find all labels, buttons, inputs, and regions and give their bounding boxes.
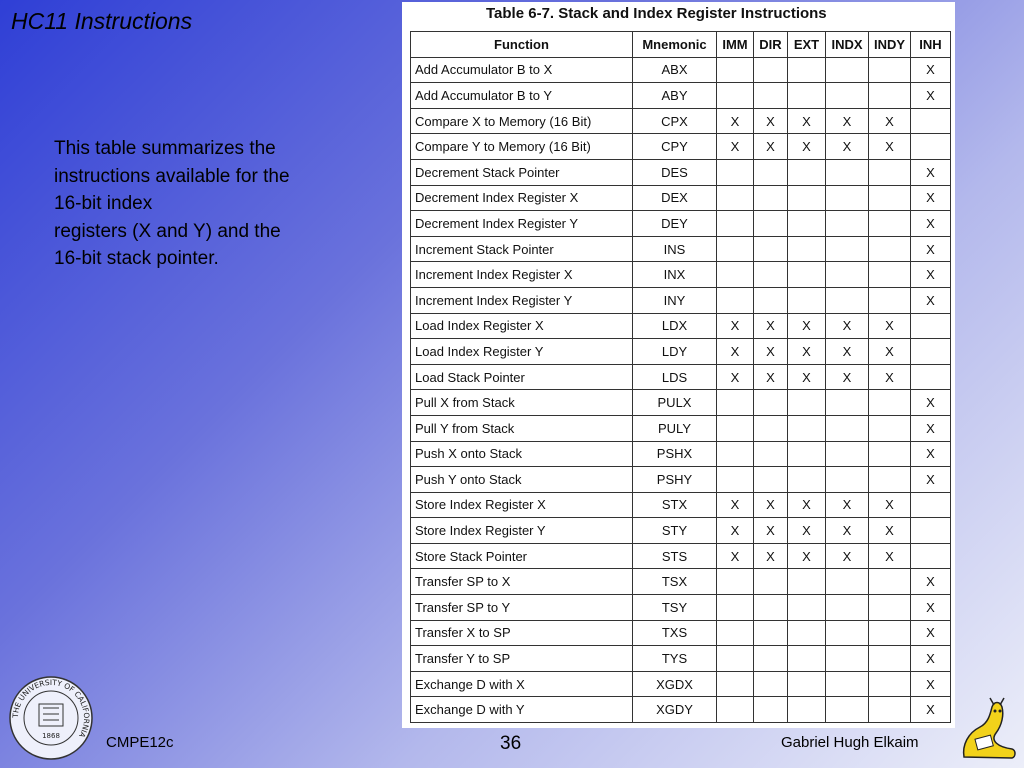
mode-cell: X (911, 671, 951, 697)
mode-cell: X (869, 108, 911, 134)
function-cell: Add Accumulator B to X (411, 57, 633, 83)
university-seal-icon (9, 676, 93, 760)
mode-cell: X (826, 339, 869, 365)
mode-cell (717, 671, 754, 697)
table-row (411, 543, 951, 569)
mode-cell (717, 595, 754, 621)
function-cell: Decrement Index Register X (411, 185, 633, 211)
mode-cell (869, 83, 911, 109)
mode-cell: X (717, 492, 754, 518)
mode-cell (869, 671, 911, 697)
mode-cell (869, 57, 911, 83)
mode-cell (869, 569, 911, 595)
mode-cell (826, 390, 869, 416)
mode-cell: X (911, 595, 951, 621)
mode-cell (754, 57, 788, 83)
mode-cell (826, 185, 869, 211)
mode-cell: X (788, 108, 826, 134)
table-row (411, 441, 951, 467)
function-cell: Store Stack Pointer (411, 543, 633, 569)
mode-cell (788, 287, 826, 313)
table-row (411, 671, 951, 697)
mode-cell: X (788, 492, 826, 518)
mode-cell (869, 620, 911, 646)
mode-cell (826, 262, 869, 288)
table-row (411, 620, 951, 646)
mode-cell: X (911, 211, 951, 237)
mnemonic-cell: TSX (633, 569, 717, 595)
mode-cell (717, 159, 754, 185)
mode-cell (754, 185, 788, 211)
mode-cell (826, 159, 869, 185)
function-cell: Pull Y from Stack (411, 415, 633, 441)
mode-cell (826, 671, 869, 697)
mode-cell: X (754, 134, 788, 160)
mode-cell (717, 185, 754, 211)
mnemonic-cell: DEX (633, 185, 717, 211)
table-row (411, 134, 951, 160)
function-cell: Load Index Register X (411, 313, 633, 339)
mode-cell (869, 262, 911, 288)
function-cell: Increment Index Register X (411, 262, 633, 288)
mode-cell (754, 390, 788, 416)
mode-cell (788, 159, 826, 185)
mode-cell (717, 211, 754, 237)
mode-cell (754, 569, 788, 595)
table-row (411, 595, 951, 621)
slide-title: HC11 Instructions (11, 8, 193, 34)
function-cell: Add Accumulator B to Y (411, 83, 633, 109)
table-row (411, 83, 951, 109)
mnemonic-cell: TYS (633, 646, 717, 672)
mode-cell (788, 441, 826, 467)
mode-cell: X (911, 159, 951, 185)
mode-cell (717, 415, 754, 441)
mode-cell (826, 211, 869, 237)
table-body (411, 57, 951, 722)
mode-cell (788, 185, 826, 211)
mnemonic-cell: LDS (633, 364, 717, 390)
mnemonic-cell: ABX (633, 57, 717, 83)
header-cell: DIR (754, 32, 788, 58)
mode-cell (869, 185, 911, 211)
mode-cell (788, 620, 826, 646)
mode-cell: X (788, 518, 826, 544)
mode-cell (788, 57, 826, 83)
function-cell: Increment Index Register Y (411, 287, 633, 313)
mode-cell (754, 415, 788, 441)
function-cell: Decrement Index Register Y (411, 211, 633, 237)
mode-cell (826, 287, 869, 313)
function-cell: Transfer Y to SP (411, 646, 633, 672)
table-header-row (411, 32, 951, 58)
mode-cell (826, 236, 869, 262)
mode-cell (869, 390, 911, 416)
mnemonic-cell: PULY (633, 415, 717, 441)
mode-cell: X (717, 313, 754, 339)
mode-cell (788, 646, 826, 672)
mnemonic-cell: XGDY (633, 697, 717, 723)
function-cell: Load Index Register Y (411, 339, 633, 365)
mode-cell (826, 415, 869, 441)
mode-cell: X (826, 543, 869, 569)
mode-cell: X (911, 415, 951, 441)
mnemonic-cell: LDY (633, 339, 717, 365)
mnemonic-cell: DEY (633, 211, 717, 237)
mode-cell: X (826, 108, 869, 134)
mode-cell (717, 287, 754, 313)
mode-cell: X (717, 518, 754, 544)
mode-cell: X (826, 364, 869, 390)
mode-cell (754, 287, 788, 313)
header-cell: EXT (788, 32, 826, 58)
mode-cell: X (911, 57, 951, 83)
function-cell: Load Stack Pointer (411, 364, 633, 390)
mode-cell (754, 211, 788, 237)
function-cell: Pull X from Stack (411, 390, 633, 416)
mode-cell: X (911, 236, 951, 262)
mode-cell (869, 595, 911, 621)
mnemonic-cell: CPY (633, 134, 717, 160)
summary-line: instructions available for the (54, 165, 290, 187)
mode-cell (754, 595, 788, 621)
mnemonic-cell: PSHY (633, 467, 717, 493)
header-cell: INDX (826, 32, 869, 58)
seal-text: THE UNIVERSITY OF CALIFORNIA (10, 677, 92, 740)
mode-cell (869, 441, 911, 467)
mode-cell: X (869, 543, 911, 569)
mode-cell (717, 83, 754, 109)
table-row (411, 646, 951, 672)
mnemonic-cell: PSHX (633, 441, 717, 467)
mnemonic-cell: STS (633, 543, 717, 569)
mode-cell: X (717, 134, 754, 160)
mode-cell (911, 134, 951, 160)
summary-line: 16-bit index (54, 193, 153, 214)
mnemonic-cell: STX (633, 492, 717, 518)
mode-cell (869, 415, 911, 441)
mode-cell (788, 467, 826, 493)
mode-cell (826, 467, 869, 493)
mode-cell: X (754, 108, 788, 134)
table-row (411, 185, 951, 211)
table-row (411, 339, 951, 365)
mode-cell (826, 595, 869, 621)
mode-cell: X (911, 390, 951, 416)
mode-cell (754, 646, 788, 672)
footer-author: Gabriel Hugh Elkaim (781, 734, 919, 751)
mode-cell: X (788, 313, 826, 339)
table-row (411, 262, 951, 288)
mode-cell (869, 287, 911, 313)
mode-cell (754, 159, 788, 185)
mode-cell (754, 620, 788, 646)
mode-cell (717, 390, 754, 416)
mode-cell (717, 441, 754, 467)
table-row (411, 364, 951, 390)
mnemonic-cell: INY (633, 287, 717, 313)
function-cell: Exchange D with Y (411, 697, 633, 723)
mode-cell: X (869, 313, 911, 339)
function-cell: Compare X to Memory (16 Bit) (411, 108, 633, 134)
mode-cell: X (754, 492, 788, 518)
mode-cell (826, 57, 869, 83)
banana-slug-icon (958, 697, 1018, 761)
mode-cell (911, 492, 951, 518)
table-row (411, 159, 951, 185)
mode-cell: X (754, 339, 788, 365)
mode-cell: X (911, 185, 951, 211)
mode-cell (788, 236, 826, 262)
mnemonic-cell: XGDX (633, 671, 717, 697)
table-row (411, 492, 951, 518)
table-row (411, 390, 951, 416)
mode-cell (869, 646, 911, 672)
mode-cell: X (826, 492, 869, 518)
mode-cell: X (826, 313, 869, 339)
mnemonic-cell: TSY (633, 595, 717, 621)
mode-cell: X (754, 543, 788, 569)
mode-cell (788, 569, 826, 595)
mode-cell: X (717, 108, 754, 134)
mnemonic-cell: PULX (633, 390, 717, 416)
mode-cell: X (826, 518, 869, 544)
mode-cell (788, 390, 826, 416)
function-cell: Store Index Register Y (411, 518, 633, 544)
function-cell: Exchange D with X (411, 671, 633, 697)
header-cell: INH (911, 32, 951, 58)
table-row (411, 236, 951, 262)
function-cell: Decrement Stack Pointer (411, 159, 633, 185)
mode-cell: X (754, 313, 788, 339)
table-row (411, 108, 951, 134)
mode-cell (717, 697, 754, 723)
mode-cell (717, 620, 754, 646)
mode-cell (788, 83, 826, 109)
mode-cell: X (869, 134, 911, 160)
mode-cell: X (754, 518, 788, 544)
mode-cell (911, 518, 951, 544)
mode-cell: X (911, 569, 951, 595)
mode-cell (869, 236, 911, 262)
table-row (411, 57, 951, 83)
mode-cell: X (911, 287, 951, 313)
mode-cell (911, 364, 951, 390)
function-cell: Compare Y to Memory (16 Bit) (411, 134, 633, 160)
mode-cell (869, 211, 911, 237)
page-number: 36 (500, 733, 522, 754)
mnemonic-cell: INS (633, 236, 717, 262)
function-cell: Push Y onto Stack (411, 467, 633, 493)
mode-cell: X (788, 364, 826, 390)
seal-year: 1868 (42, 732, 60, 740)
table-panel (402, 2, 955, 728)
footer-course: CMPE12c (106, 734, 174, 751)
mode-cell (754, 83, 788, 109)
header-cell: INDY (869, 32, 911, 58)
function-cell: Transfer X to SP (411, 620, 633, 646)
mode-cell: X (717, 339, 754, 365)
mode-cell (717, 262, 754, 288)
mnemonic-cell: INX (633, 262, 717, 288)
mode-cell (788, 671, 826, 697)
table-row (411, 518, 951, 544)
function-cell: Increment Stack Pointer (411, 236, 633, 262)
summary-text (54, 135, 354, 273)
mode-cell (754, 671, 788, 697)
mode-cell (869, 697, 911, 723)
mode-cell (911, 108, 951, 134)
function-cell: Push X onto Stack (411, 441, 633, 467)
function-cell: Transfer SP to Y (411, 595, 633, 621)
mode-cell (826, 620, 869, 646)
mode-cell (754, 262, 788, 288)
header-cell: IMM (717, 32, 754, 58)
mode-cell (911, 313, 951, 339)
mode-cell (826, 646, 869, 672)
mode-cell (826, 83, 869, 109)
mode-cell: X (911, 441, 951, 467)
mode-cell: X (788, 134, 826, 160)
mode-cell: X (717, 364, 754, 390)
mode-cell (911, 339, 951, 365)
table-row (411, 467, 951, 493)
mode-cell (826, 441, 869, 467)
summary-line: This table summarizes the (54, 138, 276, 159)
mode-cell: X (869, 492, 911, 518)
summary-line: registers (X and Y) and the (54, 220, 281, 242)
mode-cell (788, 262, 826, 288)
mode-cell: X (754, 364, 788, 390)
summary-line: 16-bit stack pointer. (54, 248, 219, 269)
instruction-table (410, 31, 951, 723)
mode-cell (717, 236, 754, 262)
table-row (411, 569, 951, 595)
mode-cell: X (826, 134, 869, 160)
mode-cell: X (911, 262, 951, 288)
mnemonic-cell: DES (633, 159, 717, 185)
mode-cell (826, 697, 869, 723)
mode-cell: X (717, 543, 754, 569)
table-row (411, 415, 951, 441)
mode-cell: X (911, 620, 951, 646)
table-row (411, 211, 951, 237)
mode-cell (717, 467, 754, 493)
mnemonic-cell: TXS (633, 620, 717, 646)
mode-cell (869, 159, 911, 185)
mode-cell (717, 569, 754, 595)
mode-cell (788, 697, 826, 723)
table-row (411, 313, 951, 339)
function-cell: Store Index Register X (411, 492, 633, 518)
mode-cell (717, 646, 754, 672)
table-row (411, 287, 951, 313)
mode-cell: X (869, 518, 911, 544)
mode-cell: X (911, 467, 951, 493)
mode-cell: X (911, 697, 951, 723)
mode-cell: X (869, 339, 911, 365)
header-cell: Function (411, 32, 633, 58)
mnemonic-cell: ABY (633, 83, 717, 109)
mode-cell (754, 697, 788, 723)
mode-cell: X (788, 543, 826, 569)
mnemonic-cell: LDX (633, 313, 717, 339)
mode-cell (911, 543, 951, 569)
mode-cell: X (911, 646, 951, 672)
function-cell: Transfer SP to X (411, 569, 633, 595)
mode-cell (869, 467, 911, 493)
mode-cell: X (869, 364, 911, 390)
mode-cell (788, 211, 826, 237)
mnemonic-cell: CPX (633, 108, 717, 134)
mode-cell (788, 415, 826, 441)
mode-cell (754, 236, 788, 262)
mode-cell (754, 441, 788, 467)
mnemonic-cell: STY (633, 518, 717, 544)
mode-cell: X (911, 83, 951, 109)
table-caption: Table 6-7. Stack and Index Register Instructions (486, 5, 827, 22)
mode-cell: X (788, 339, 826, 365)
table-row (411, 697, 951, 723)
mode-cell (826, 569, 869, 595)
header-cell: Mnemonic (633, 32, 717, 58)
mode-cell (754, 467, 788, 493)
mode-cell (717, 57, 754, 83)
mode-cell (788, 595, 826, 621)
